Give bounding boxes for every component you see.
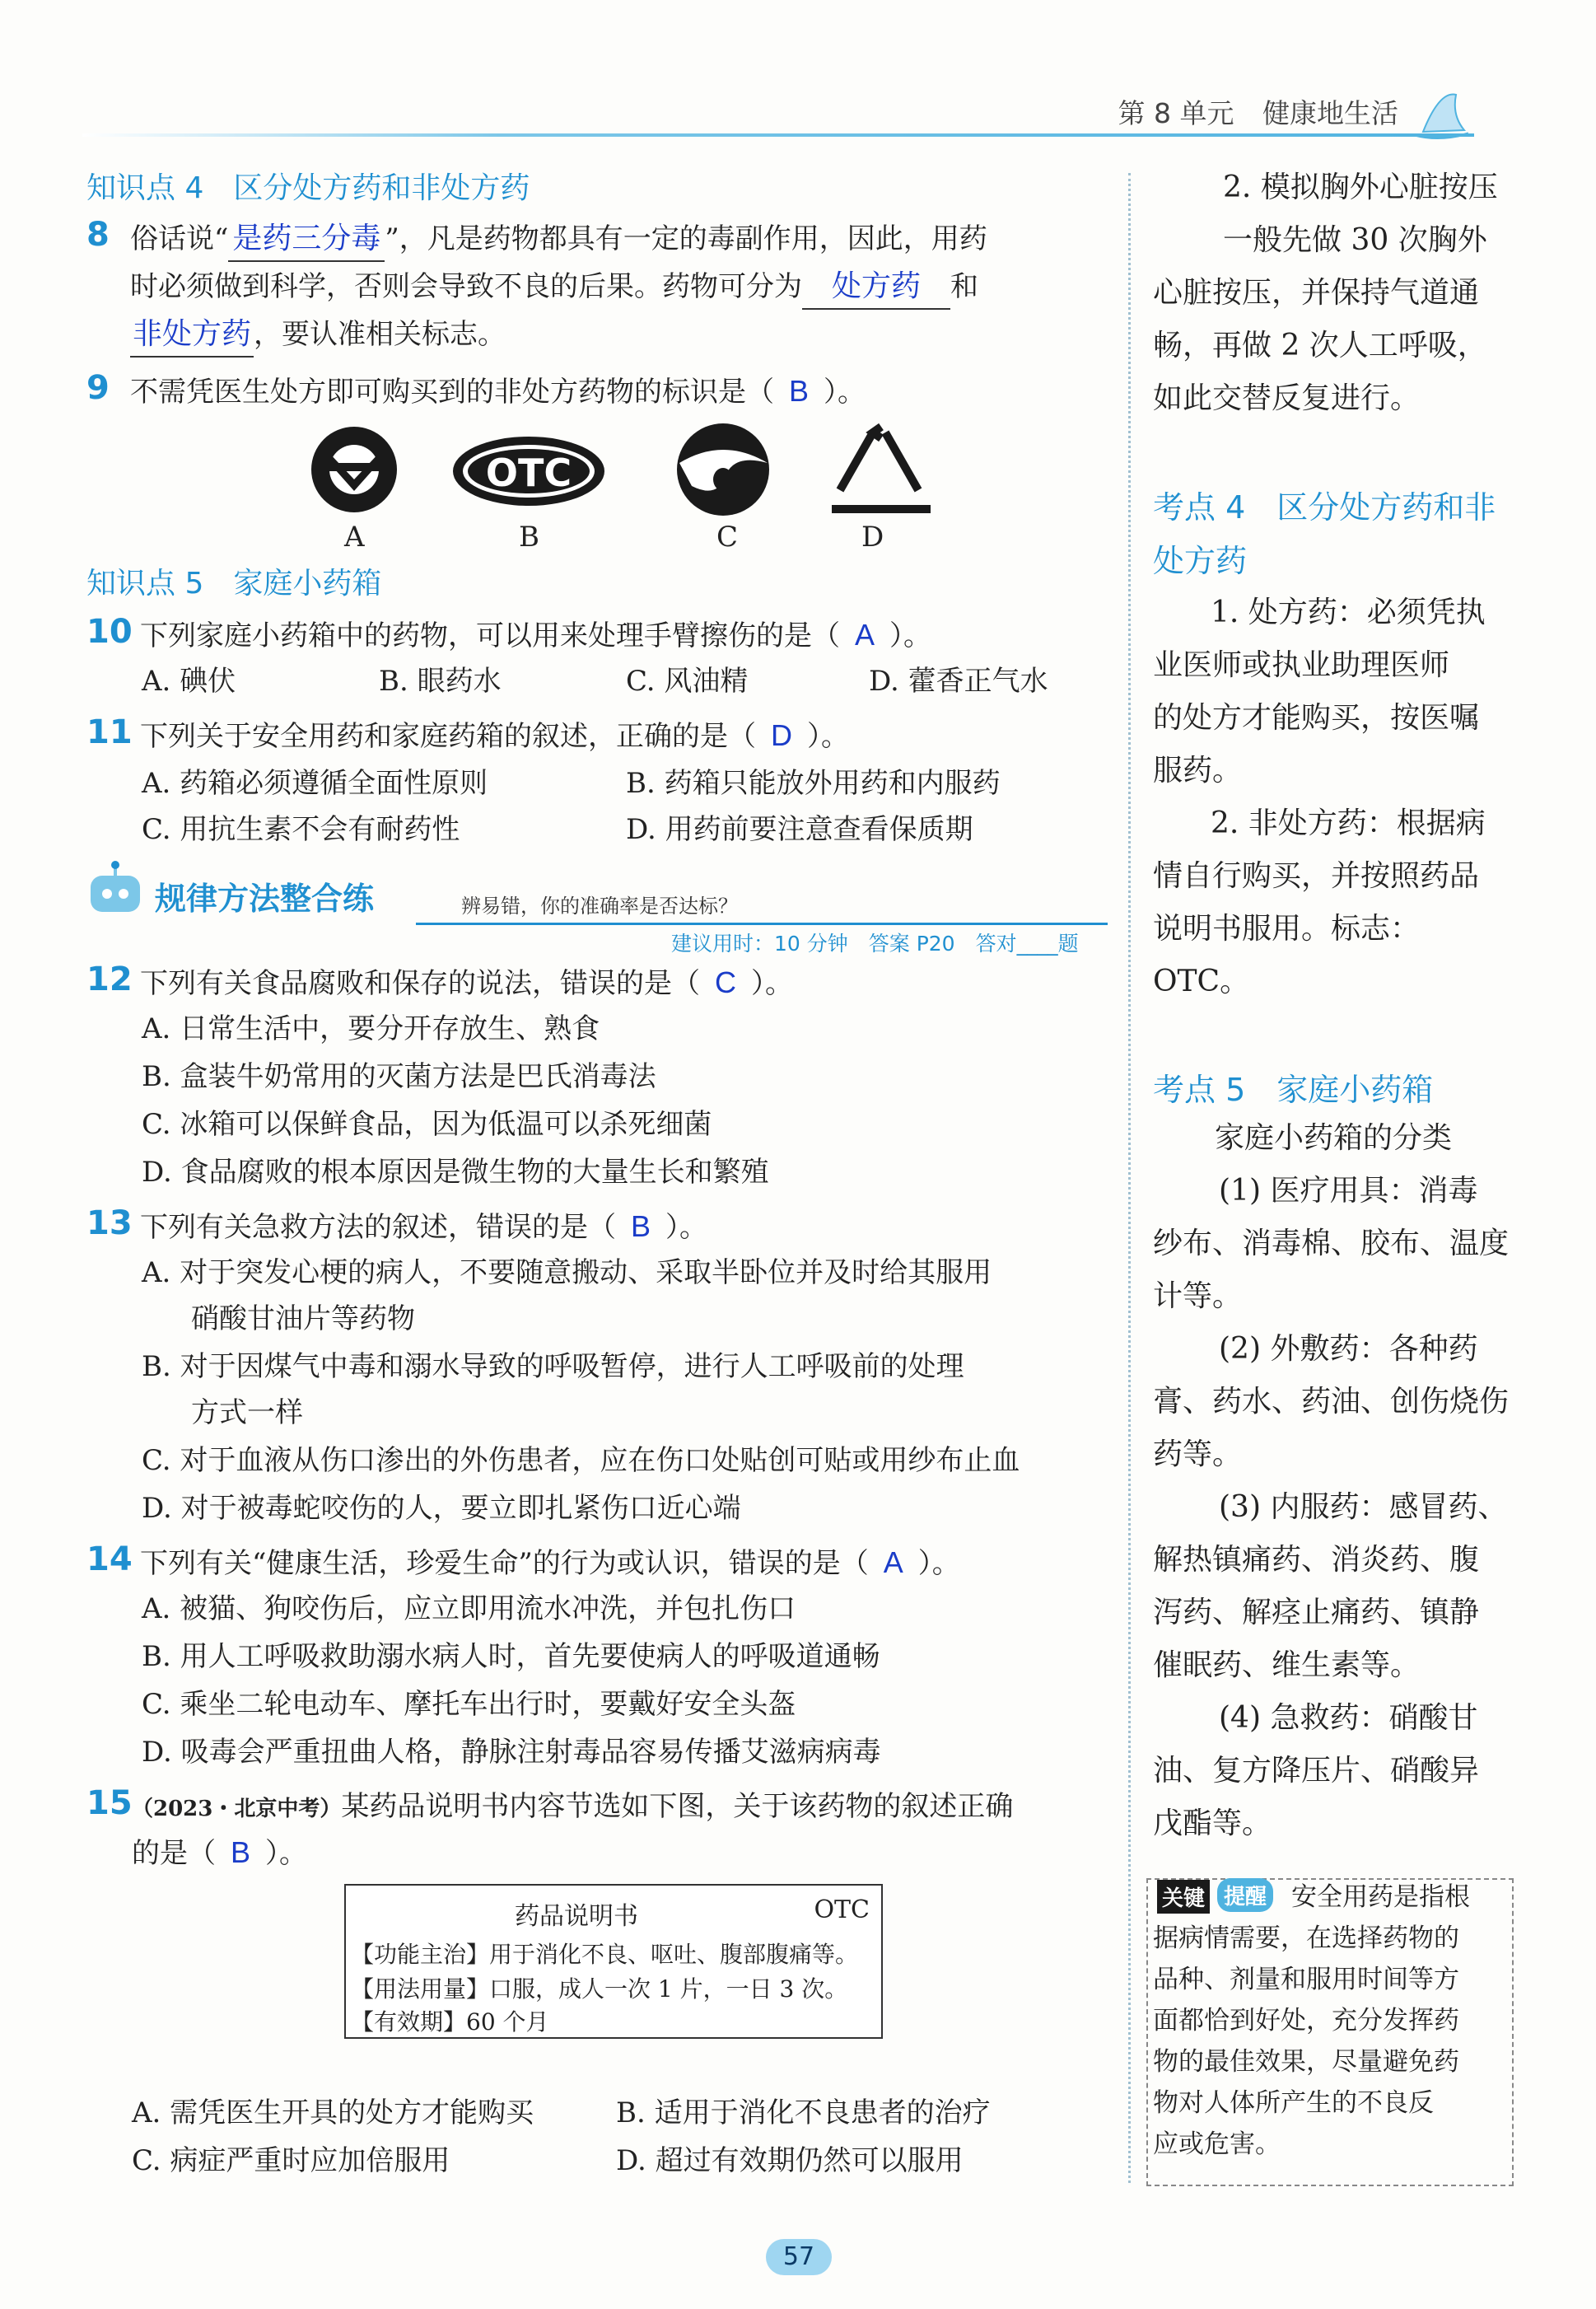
header-rule [82, 133, 1474, 137]
banner-subtitle: 辨易错，你的准确率是否达标？ [461, 895, 738, 918]
q15-source: （2023・北京中考） [132, 1797, 342, 1821]
side-cpr-title: 2. 模拟胸外心脏按压 [1223, 171, 1498, 204]
q12-option: D. 食品腐败的根本原因是微生物的大量生长和繁殖 [142, 1156, 769, 1189]
q12-answer: C [715, 965, 736, 999]
q8-answer-2: 处方药 [802, 264, 950, 310]
q11-stem [140, 713, 849, 759]
q14-option: D. 吸毒会严重扭曲人格，静脉注射毒品容易传播艾滋病病毒 [142, 1736, 881, 1769]
drug-leaflet-tag: OTC [814, 1895, 870, 1924]
q13-option: C. 对于血液从伤口渗出的外伤患者，应在伤口处贴创可贴或用纱布止血 [142, 1444, 1020, 1477]
q12-option: B. 盒装牛奶常用的灭菌方法是巴氏消毒法 [142, 1060, 656, 1093]
banner-meta: 建议用时：10 分钟 答案 P20 答对____题 [671, 932, 1079, 956]
q15-option: B. 适用于消化不良患者的治疗 [616, 2096, 991, 2129]
tip-line: 物对人体所产生的不良反 [1153, 2088, 1434, 2118]
q8-text: ”，凡是药物都具有一定的毒副作用，因此，用药 [385, 222, 987, 255]
q14-option: A. 被猫、狗咬伤后，应立即用流水冲洗，并包扎伤口 [142, 1592, 796, 1625]
tip-line: 物的最佳效果，尽量避免药 [1153, 2047, 1459, 2077]
q13-number: 13 [86, 1204, 133, 1242]
q11-answer: D [771, 718, 792, 752]
q14-stem-text: 下列有关“健康生活，珍爱生命”的行为或认识，错误的是（ [140, 1547, 869, 1580]
side-line: (4) 急救药：硝酸甘 [1219, 1701, 1478, 1735]
q15-option: C. 病症严重时应加倍服用 [132, 2144, 450, 2177]
side-line: OTC。 [1153, 965, 1250, 998]
q14-option: B. 用人工呼吸救助溺水病人时，首先要使病人的呼吸道通畅 [142, 1640, 880, 1673]
symbol-b-otc-icon [453, 437, 604, 506]
symbol-c-icon [677, 423, 769, 516]
q10-stem [140, 613, 931, 658]
q9-close: ）。 [824, 376, 866, 409]
page-number: 57 [766, 2239, 832, 2275]
q11-close: ）。 [807, 720, 849, 753]
unit-label: 第 8 单元 [1118, 97, 1234, 129]
q9-answer: B [789, 374, 810, 408]
q8-answer-3: 非处方药 [130, 311, 254, 358]
side-line: 说明书服用。标志： [1153, 912, 1421, 946]
side-line: 药等。 [1153, 1437, 1243, 1471]
side-line: 情自行购买，并按照药品 [1153, 859, 1480, 893]
q8-text: 和 [950, 270, 978, 303]
q13-stem [140, 1204, 707, 1250]
q8-text: 时必须做到科学，否则会导致不良的后果。药物可分为 [130, 270, 802, 303]
side-line: 的处方才能购买，按医嘱 [1153, 701, 1480, 735]
q15-stem [132, 1784, 1013, 1831]
q13-option: B. 对于因煤气中毒和溺水导致的呼吸暂停，进行人工呼吸前的处理 [142, 1350, 964, 1383]
q10-close: ）。 [889, 619, 932, 652]
drug-leaflet-line: 【功能主治】用于消化不良、呕吐、腹部腹痛等。 [351, 1941, 859, 1968]
drug-leaflet-line: 【有效期】60 个月 [351, 2008, 549, 2036]
q13-stem-text: 下列有关急救方法的叙述，错误的是（ [140, 1211, 616, 1244]
q9-label-a: A [344, 521, 365, 554]
side-line: 如此交替反复进行。 [1153, 381, 1421, 415]
q12-option: C. 冰箱可以保鲜食品，因为低温可以杀死细菌 [142, 1108, 712, 1141]
side-line: (1) 医疗用具：消毒 [1219, 1174, 1478, 1208]
q10-option: B. 眼药水 [379, 665, 502, 698]
q13-answer: B [631, 1209, 651, 1243]
side-line: 计等。 [1153, 1279, 1243, 1313]
q9-symbols [305, 420, 988, 527]
q14-number: 14 [86, 1540, 133, 1578]
q8-text: ，要认准相关标志。 [254, 318, 506, 351]
side-line: 催眠药、维生素等。 [1153, 1648, 1421, 1682]
q14-answer: A [883, 1545, 903, 1579]
q9-label-b: B [519, 521, 539, 554]
q11-option: D. 用药前要注意查看保质期 [626, 813, 973, 846]
q10-option: D. 藿香正气水 [869, 665, 1048, 698]
q15-option: D. 超过有效期仍然可以服用 [616, 2144, 964, 2177]
side-kd5-subtitle: 家庭小药箱的分类 [1215, 1121, 1453, 1155]
section-title-k4: 知识点 4 区分处方药和非处方药 [86, 171, 530, 205]
q8-line1 [130, 216, 987, 262]
tip-line: 应或危害。 [1153, 2129, 1281, 2159]
side-line: 油、复方降压片、硝酸异 [1153, 1754, 1480, 1788]
side-line: 2. 非处方药：根据病 [1211, 806, 1486, 840]
drug-leaflet-box [344, 1884, 883, 2039]
q13-option-cont: 方式一样 [191, 1396, 303, 1429]
q9-stem [130, 369, 866, 414]
q8-line2 [130, 264, 978, 310]
q14-close: ）。 [917, 1547, 960, 1580]
side-kd4-title-cont: 处方药 [1153, 543, 1248, 579]
side-line: 泻药、解痉止痛药、镇静 [1153, 1596, 1480, 1629]
tip-tag-badge: 提醒 [1217, 1878, 1273, 1912]
q9-stem-text: 不需凭医生处方即可购买到的非处方药物的标识是（ [130, 376, 774, 409]
q11-option: B. 药箱只能放外用药和内服药 [626, 767, 1001, 800]
side-line: 1. 处方药：必须凭执 [1211, 596, 1486, 629]
q15-stem-line2 [132, 1830, 307, 1876]
drug-leaflet-title: 药品说明书 [515, 1902, 638, 1931]
q15-stem-text: 的是（ [132, 1837, 216, 1870]
drug-leaflet-line: 【用法用量】口服，成人一次 1 片，一日 3 次。 [351, 1975, 848, 2003]
q10-option: A. 碘伏 [142, 665, 236, 698]
q12-stem-text: 下列有关食品腐败和保存的说法，错误的是（ [140, 967, 700, 1000]
side-line: 一般先做 30 次胸外 [1223, 223, 1487, 257]
q8-line3 [130, 311, 506, 358]
q12-close: ）。 [751, 967, 793, 1000]
tip-line: 品种、剂量和服用时间等方 [1153, 1965, 1459, 1994]
section-title-k5: 知识点 5 家庭小药箱 [86, 567, 382, 601]
q12-number: 12 [86, 961, 133, 998]
q10-option: C. 风油精 [626, 665, 749, 698]
q13-option-cont: 硝酸甘油片等药物 [191, 1302, 415, 1335]
otc-text: OTC [485, 451, 572, 495]
q14-stem [140, 1540, 960, 1586]
q10-answer: A [855, 618, 875, 652]
q12-option: A. 日常生活中，要分开存放生、熟食 [142, 1012, 600, 1045]
q11-option: C. 用抗生素不会有耐药性 [142, 813, 460, 846]
q8-text: 俗话说“ [130, 222, 229, 255]
banner-title: 规律方法整合练 [155, 881, 375, 917]
side-line: 膏、药水、药油、创伤烧伤 [1153, 1385, 1510, 1419]
side-kd4-title: 考点 4 区分处方药和非 [1153, 489, 1496, 526]
q15-close: ）。 [265, 1837, 308, 1870]
q14-option: C. 乘坐二轮电动车、摩托车出行时，要戴好安全头盔 [142, 1688, 796, 1721]
q8-number: 8 [86, 216, 110, 254]
q15-stem-text: 某药品说明书内容节选如下图，关于该药物的叙述正确 [341, 1790, 1014, 1823]
column-divider [1128, 173, 1131, 2183]
q13-option: D. 对于被毒蛇咬伤的人，要立即扎紧伤口近心端 [142, 1492, 741, 1525]
q11-option: A. 药箱必须遵循全面性原则 [142, 767, 488, 800]
side-line: 戊酯等。 [1153, 1807, 1272, 1840]
side-line: 业医师或执业助理医师 [1153, 648, 1450, 682]
q8-answer-1: 是药三分毒 [228, 216, 385, 262]
tip-line: 据病情需要，在选择药物的 [1153, 1923, 1459, 1953]
q9-number: 9 [86, 369, 110, 407]
side-line: (2) 外敷药：各种药 [1219, 1332, 1478, 1366]
robot-icon [82, 861, 148, 918]
tip-line: 面都恰到好处，充分发挥药 [1153, 2006, 1459, 2036]
sailboat-icon [1407, 82, 1472, 148]
unit-header [1118, 92, 1398, 131]
q15-number: 15 [86, 1784, 133, 1822]
side-line: (3) 内服药：感冒药、 [1219, 1490, 1508, 1524]
q15-answer: B [231, 1835, 251, 1869]
q11-number: 11 [86, 713, 133, 751]
side-line: 纱布、消毒棉、胶布、温度 [1153, 1227, 1510, 1260]
unit-title: 健康地生活 [1262, 97, 1398, 129]
q9-label-c: C [716, 521, 739, 554]
side-line: 畅，再做 2 次人工呼吸， [1153, 329, 1487, 362]
side-line: 解热镇痛药、消炎药、腹 [1153, 1543, 1480, 1577]
q11-stem-text: 下列关于安全用药和家庭药箱的叙述，正确的是（ [140, 720, 756, 753]
q12-stem [140, 961, 793, 1006]
side-line: 心脏按压，并保持气道通 [1153, 276, 1480, 310]
q13-close: ）。 [665, 1211, 708, 1244]
symbol-a-icon [311, 427, 397, 512]
side-kd5-title: 考点 5 家庭小药箱 [1153, 1072, 1434, 1108]
q13-option: A. 对于突发心梗的病人，不要随意搬动、采取半卧位并及时给其服用 [142, 1256, 992, 1289]
symbol-d-recycle-icon [832, 427, 931, 509]
q9-label-d: D [861, 521, 884, 554]
q15-option: A. 需凭医生开具的处方才能购买 [132, 2096, 534, 2129]
banner-rule [416, 923, 1108, 925]
q10-number: 10 [86, 613, 133, 651]
q10-stem-text: 下列家庭小药箱中的药物，可以用来处理手臂擦伤的是（ [140, 619, 840, 652]
tip-line: 安全用药是指根 [1291, 1882, 1470, 1912]
side-line: 服药。 [1153, 754, 1243, 788]
tip-tag: 关键 [1157, 1880, 1210, 1914]
